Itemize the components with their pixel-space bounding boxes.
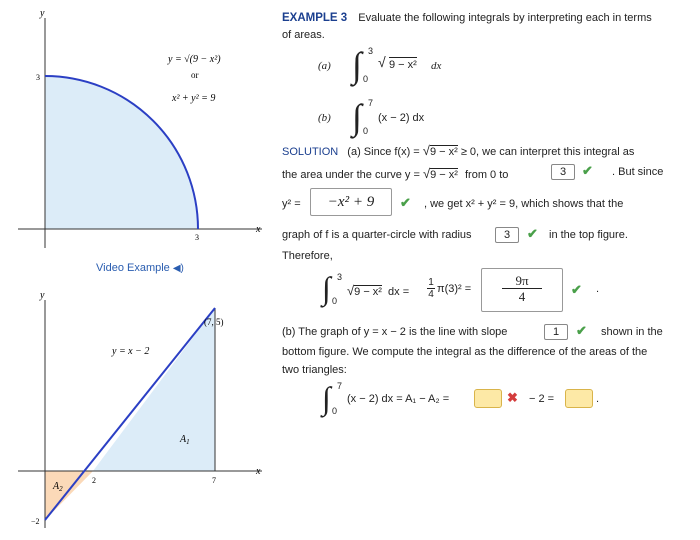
answer-integral-field[interactable] bbox=[474, 389, 502, 408]
b-minus: − 2 = bbox=[529, 393, 555, 405]
part-b-lower: 0 bbox=[363, 126, 369, 136]
check-icon: ✔ bbox=[527, 226, 538, 241]
or-label: or bbox=[191, 70, 199, 80]
answer-radius-field[interactable]: 3 bbox=[495, 227, 519, 243]
solution-word: SOLUTION bbox=[282, 146, 339, 158]
solution-line-1-root: 9 − x² bbox=[429, 146, 458, 158]
point-label: (7, 5) bbox=[204, 317, 224, 327]
solution-line-2b: from 0 to bbox=[465, 169, 509, 181]
quarter-circle-graph bbox=[0, 0, 270, 260]
answer-bound-field[interactable]: 3 bbox=[551, 164, 575, 180]
video-example-label: Video Example bbox=[96, 262, 170, 274]
fraction-quarter bbox=[427, 277, 435, 300]
cross-icon: ✖ bbox=[507, 390, 518, 405]
line-label: y = x − 2 bbox=[112, 346, 150, 357]
tick-x-7: 7 bbox=[212, 476, 216, 485]
b-line-1b: shown in the bbox=[601, 326, 663, 338]
tick-y-3: 3 bbox=[36, 73, 40, 82]
answer-expression-field[interactable]: −x² + 9 bbox=[310, 188, 392, 216]
b-int-upper: 7 bbox=[337, 381, 343, 391]
part-b-label: (b) bbox=[318, 112, 331, 124]
answer-area-field[interactable] bbox=[481, 268, 563, 312]
sqrt-sign-3: √ bbox=[347, 283, 355, 298]
tick-x-3: 3 bbox=[195, 233, 199, 242]
sqrt-sign-a: √ bbox=[378, 54, 386, 70]
b-int-lower: 0 bbox=[332, 406, 338, 416]
solution-line-1b: ≥ 0, we can interpret this integral as bbox=[460, 146, 635, 158]
check-icon: ✔ bbox=[576, 323, 587, 338]
part-a-expr: 9 − x² bbox=[389, 59, 417, 71]
example-intro: Evaluate the following integrals by interpreting each in terms bbox=[358, 12, 652, 24]
frac-den: 4 bbox=[428, 289, 434, 300]
solution-line-2-root: 9 − x² bbox=[430, 169, 458, 181]
y-axis-label: y bbox=[40, 8, 45, 19]
period-1: . bbox=[596, 283, 600, 295]
frac-num: 1 bbox=[428, 277, 434, 288]
solution-line-1a: (a) Since f(x) = bbox=[347, 146, 420, 158]
part-a-upper: 3 bbox=[368, 46, 374, 56]
solution-line-3b: , we get x² + y² = 9, which shows that the bbox=[424, 198, 624, 210]
solution-line-2a: the area under the curve y = bbox=[282, 169, 420, 181]
x-axis-label: x bbox=[256, 224, 261, 235]
check-icon: ✔ bbox=[582, 163, 593, 178]
area-den: 4 bbox=[518, 289, 526, 304]
b-line-1a: (b) The graph of y = x − 2 is the line with slope bbox=[282, 326, 508, 338]
part-a-dx: dx bbox=[431, 60, 442, 72]
example-intro-2: of areas. bbox=[282, 29, 325, 41]
line-triangles-graph bbox=[0, 280, 270, 540]
solution-line-1 bbox=[282, 143, 634, 158]
b-int-expr: (x − 2) dx = A₁ − A₂ = bbox=[347, 393, 450, 405]
answer-difference-field[interactable] bbox=[565, 389, 593, 408]
int-root: 9 − x² bbox=[354, 286, 382, 298]
y-axis-label: y bbox=[40, 290, 45, 301]
integral-sign-d: ∫ bbox=[322, 380, 331, 416]
integral-sign-c: ∫ bbox=[322, 270, 331, 306]
int-c-body bbox=[347, 283, 409, 298]
a1-label: $A_1$ bbox=[180, 434, 190, 446]
solution-line-2 bbox=[282, 166, 508, 181]
check-icon: ✔ bbox=[571, 282, 582, 297]
solution-line-3a: y² = bbox=[282, 198, 301, 210]
int-upper: 3 bbox=[337, 272, 343, 282]
circle-equation-1: y = √(9 − x²) bbox=[168, 54, 221, 65]
video-example-link[interactable] bbox=[96, 262, 184, 274]
integral-sign-b: ∫ bbox=[352, 97, 362, 137]
int-mid: dx = bbox=[388, 286, 410, 298]
part-a-lower: 0 bbox=[363, 74, 369, 84]
a1-region bbox=[93, 308, 215, 471]
part-b-upper: 7 bbox=[368, 98, 374, 108]
tick-y-neg2: −2 bbox=[31, 517, 40, 526]
solution-line-4b: in the top figure. bbox=[549, 229, 628, 241]
circle-equation-2: x² + y² = 9 bbox=[172, 93, 216, 104]
int-tail: π(3)² = bbox=[437, 283, 472, 295]
period-2: . bbox=[596, 393, 600, 405]
example-header bbox=[282, 12, 692, 24]
sqrt-sign-2: √ bbox=[422, 166, 431, 181]
a2-region bbox=[45, 471, 93, 520]
solution-line-2c: . But since bbox=[612, 166, 664, 178]
b-line-3: two triangles: bbox=[282, 364, 347, 376]
x-axis-label: x bbox=[256, 466, 261, 477]
a2-label: $A_2$ bbox=[53, 481, 63, 493]
part-b-expr: (x − 2) dx bbox=[378, 112, 425, 124]
part-a-label: (a) bbox=[318, 60, 331, 72]
integral-sign-a: ∫ bbox=[352, 45, 362, 85]
answer-slope-field[interactable]: 1 bbox=[544, 324, 568, 340]
area-num: 9π bbox=[502, 273, 542, 289]
tick-x-2: 2 bbox=[92, 476, 96, 485]
check-icon: ✔ bbox=[400, 195, 411, 210]
b-line-2: bottom figure. We compute the integral as the difference of the areas of the bbox=[282, 346, 648, 358]
example-heading: EXAMPLE 3 bbox=[282, 12, 348, 24]
int-lower: 0 bbox=[332, 296, 338, 306]
therefore-label: Therefore, bbox=[282, 250, 333, 262]
solution-line-4a: graph of f is a quarter-circle with radius bbox=[282, 229, 472, 241]
sqrt-sign-1: √ bbox=[422, 143, 430, 158]
speaker-icon: ◀) bbox=[172, 263, 184, 274]
